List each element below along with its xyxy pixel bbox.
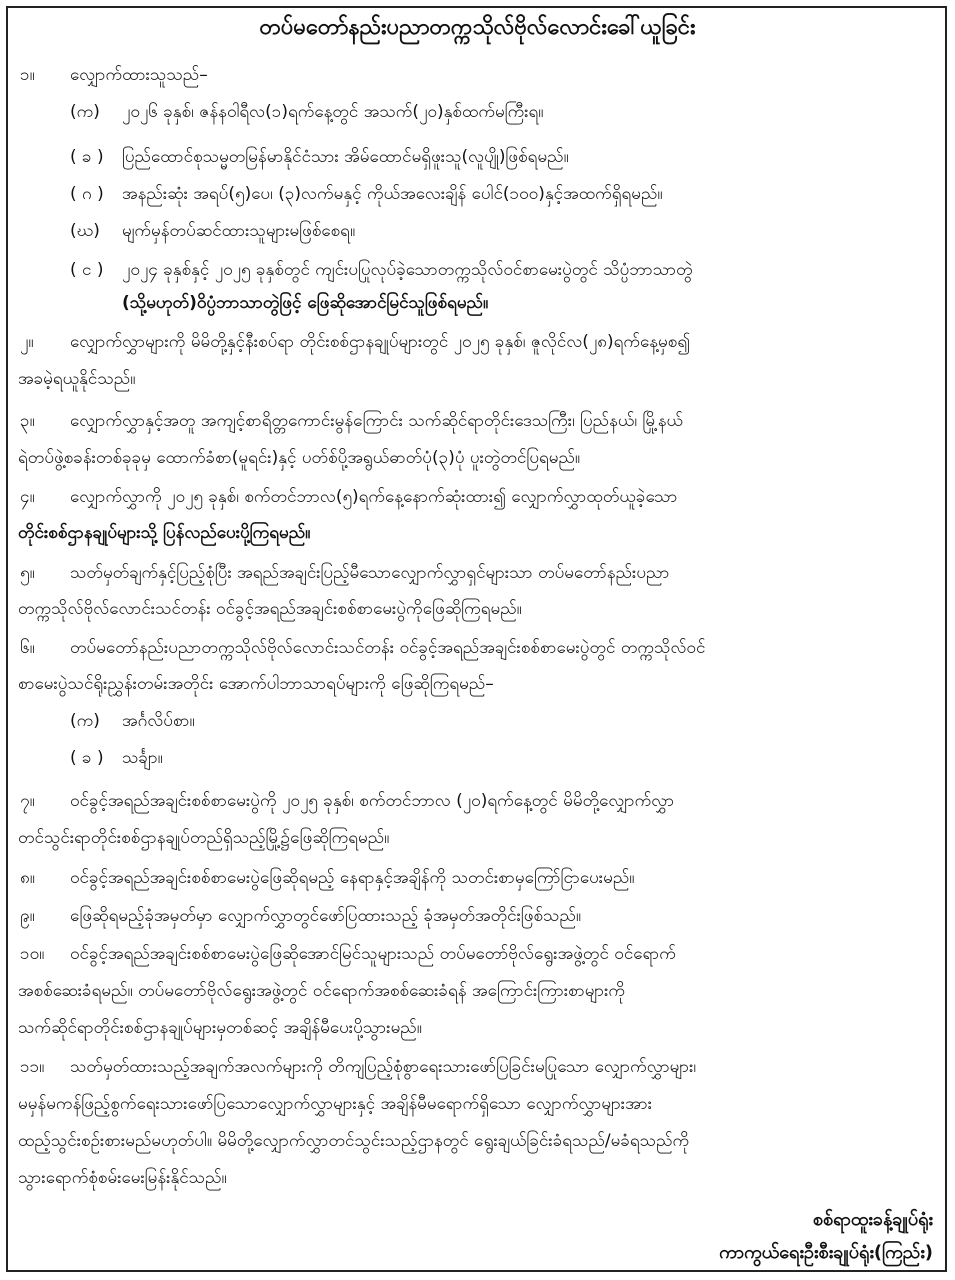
item-text: လျှောက်လွှာနှင့်အတူ အကျင့်စာရိတ္တကောင်းမွန်ကြောင်း သက်ဆိုင်ရာတိုင်းဒေသကြီး၊ ပြည်နယ်၊ မြို့နယ် [70, 411, 683, 431]
item-text: တင်သွင်းရာတိုင်းစစ်ဌာနချုပ်တည်ရှိသည့်မြို့၌ဖြေဆိုကြရမည်။ [18, 828, 390, 848]
item-text: သွားရောက်စုံစမ်းမေးမြန်းနိုင်သည်။ [18, 1168, 227, 1188]
item-text: သတ်မှတ်ချက်နှင့်ပြည့်စုံပြီး အရည်အချင်းပြည့်မီသောလျှောက်လွှာရှင်များသာ တပ်မတော်နည်းပညာ [70, 563, 670, 583]
item-text: အစစ်ဆေးခံရမည်။ တပ်မတော်ဗိုလ်ရွေးအဖွဲ့တွင် ဝင်ရောက်အစစ်ဆေးခံရန် အကြောင်းကြားစာများကို [18, 981, 626, 1001]
item-number: ၄။ [20, 487, 35, 507]
subitem-label: (က) [70, 711, 100, 731]
item-text: လျှောက်လွှာများကို မိမိတို့နှင့်နီးစပ်ရာ တိုင်းစစ်ဌာနချုပ်များတွင် ၂၀၂၅ ခုနှစ်၊ ဇူလိုင်လ(၂၈)ရက်နေ့မှစ၍ [70, 332, 691, 352]
item-text: တပ်မတော်နည်းပညာတက္ကသိုလ်ဗိုလ်လောင်းသင်တန်း ဝင်ခွင့်အရည်အချင်းစစ်စာမေးပွဲတွင် တက္ကသိုလ်ဝင် [70, 638, 706, 658]
item-text: ဝင်ခွင့်အရည်အချင်းစစ်စာမေးပွဲဖြေဆိုအောင်မြင်သူများသည် တပ်မတော်ဗိုလ်ရွေးအဖွဲ့တွင် ဝင်ရောက် [70, 944, 676, 964]
subitem-text: သင်္ချာ။ [122, 748, 163, 768]
subitem-text: မျက်မှန်တပ်ဆင်ထားသူများမဖြစ်စေရ။ [122, 221, 356, 241]
item-text: ဝင်ခွင့်အရည်အချင်းစစ်စာမေးပွဲကို ၂၀၂၅ ခုနှစ်၊ စက်တင်ဘာလ (၂၀)ရက်နေ့တွင် မိမိတို့လျှောက်လွှာ [70, 791, 675, 811]
item-number: ၈။ [20, 868, 35, 888]
item-text: တိုင်းစစ်ဌာနချုပ်များသို့ ပြန်လည်ပေးပို့ကြရမည်။ [18, 523, 311, 543]
item-text: ဖြေဆိုရမည့်ခုံအမှတ်မှာ လျှောက်လွှာတွင်ဖော်ပြထားသည့် ခုံအမှတ်အတိုင်းဖြစ်သည်။ [70, 906, 582, 926]
subitem-label: ( ခ ) [70, 147, 104, 167]
signature-office: စစ်ရာထူးခန့်ချုပ်ရုံး [812, 1209, 933, 1230]
subitem-text: ၂၀၂၆ ခုနှစ်၊ ဇန်နဝါရီလ(၁)ရက်နေ့တွင် အသက်(၂၀)နှစ်ထက်မကြီးရ။ [122, 102, 544, 122]
subitem-text: အင်္ဂလိပ်စာ။ [122, 711, 195, 731]
signature-office: ကာကွယ်ရေးဦးစီးချုပ်ရုံး(ကြည်း) [719, 1242, 933, 1263]
item-text: ဝင်ခွင့်အရည်အချင်းစစ်စာမေးပွဲဖြေဆိုရမည့် နေရာနှင့်အချိန်ကို သတင်းစာမှကြော်ငြာပေးမည်။ [70, 868, 635, 888]
item-number: ၉။ [20, 906, 35, 926]
item-number: ၁။ [20, 65, 35, 85]
item-number: ၆။ [20, 638, 35, 658]
subitem-text: ပြည်ထောင်စုသမ္မတမြန်မာနိုင်ငံသား အိမ်ထောင်မရှိဖူးသူ(လူပျို)ဖြစ်ရမည်။ [122, 147, 569, 167]
item-number: ၁၁။ [20, 1057, 45, 1077]
item-number: ၃။ [20, 411, 35, 431]
item-number: ၁၀။ [20, 944, 45, 964]
subitem-text: ၂၀၂၄ ခုနှစ်နှင့် ၂၀၂၅ ခုနှစ်တွင် ကျင်းပပြုလုပ်ခဲ့သောတက္ကသိုလ်ဝင်စာမေးပွဲတွင် သိပ္ပံဘာသာတွဲ [122, 260, 693, 280]
subitem-text: အနည်းဆုံး အရပ်(၅)ပေ၊ (၃)လက်မနှင့် ကိုယ်အလေးချိန် ပေါင်(၁၀၀)နှင့်အထက်ရှိရမည်။ [122, 184, 663, 204]
item-text: အခမဲ့ရယူနိုင်သည်။ [18, 369, 136, 389]
subitem-label: (ဃ) [70, 221, 100, 241]
item-text: သက်ဆိုင်ရာတိုင်းစစ်ဌာနချုပ်များမှတစ်ဆင့် အချိန်မီပေးပို့သွားမည်။ [18, 1018, 422, 1038]
item-text: စာမေးပွဲသင်ရိုးညွှန်းတမ်းအတိုင်း အောက်ပါဘာသာရပ်များကို ဖြေဆိုကြရမည်– [18, 674, 494, 694]
item-number: ၅။ [20, 563, 35, 583]
item-number: ၇။ [20, 791, 35, 811]
subitem-text: (သို့မဟုတ်)ဝိပ္ပံဘာသာတွဲဖြင့် ဖြေဆိုအောင်မြင်သူဖြစ်ရမည်။ [122, 293, 489, 313]
item-text: ရဲတပ်ဖွဲ့စခန်းတစ်ခုခုမှ ထောက်ခံစာ(မူရင်း)နှင့် ပတ်စ်ပို့အရွယ်ဓာတ်ပုံ(၃)ပုံ ပူးတွဲတင်ပြရမည်။ [18, 448, 581, 468]
subitem-label: ( င ) [70, 260, 104, 280]
item-text: ထည့်သွင်းစဉ်းစားမည်မဟုတ်ပါ။ မိမိတို့လျှောက်လွှာတင်သွင်းသည့်ဌာနတွင် ရွေးချယ်ခြင်းခံရသည်/မခံရသည်ကို [18, 1131, 690, 1151]
item-number: ၂။ [20, 332, 34, 352]
page-title: တပ်မတော်နည်းပညာတက္ကသိုလ်ဗိုလ်လောင်းခေါ်ယူခြင်း [259, 15, 696, 40]
subitem-label: ( ခ ) [70, 748, 104, 768]
item-text: သတ်မှတ်ထားသည့်အချက်အလက်များကို တိကျပြည့်စုံစွာရေးသားဖော်ပြခြင်းမပြုသော လျှောက်လွှာများ၊ [70, 1057, 697, 1077]
item-text: လျှောက်လွှာကို ၂၀၂၅ ခုနှစ်၊ စက်တင်ဘာလ(၅)ရက်နေ့နောက်ဆုံးထား၍ လျှောက်လွှာထုတ်ယူခဲ့သော [70, 487, 678, 507]
item-text: လျှောက်ထားသူသည်– [70, 65, 208, 85]
subitem-label: ( ဂ ) [70, 184, 104, 204]
subitem-label: (က) [70, 102, 100, 122]
item-text: မမှန်မကန်ဖြည့်စွက်ရေးသားဖော်ပြသောလျှောက်လွှာများနှင့် အချိန်မီမရောက်ရှိသော လျှောက်လွှာများအား [18, 1094, 653, 1114]
item-text: တက္ကသိုလ်ဗိုလ်လောင်းသင်တန်း ဝင်ခွင့်အရည်အချင်းစစ်စာမေးပွဲကိုဖြေဆိုကြရမည်။ [18, 599, 522, 619]
